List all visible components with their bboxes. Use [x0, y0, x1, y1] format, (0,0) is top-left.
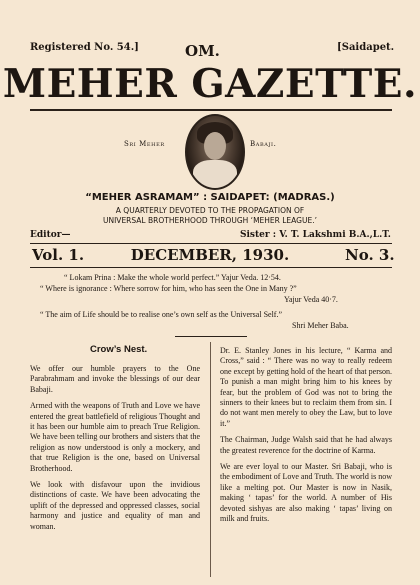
section-divider	[175, 336, 247, 337]
left-paragraph: We look with disfavour upon the invidious distinctions of caste. We have been advocating the uplift of the depressed and oppressed classes, social harmony and justice and equality of man and woman.	[30, 480, 200, 531]
issue-rule-top	[30, 243, 392, 244]
newspaper-title: MEHER GAZETTE.	[2, 61, 418, 107]
article-right-column	[220, 346, 392, 531]
editor-label: Editor—	[30, 230, 71, 240]
om-heading: OM.	[185, 42, 220, 60]
quote-3-source: Shri Meher Baba.	[292, 321, 349, 330]
meher-baba-portrait	[185, 114, 245, 190]
issue-rule-bottom	[30, 267, 392, 268]
editor-name: Sister : V. T. Lakshmi B.A.,L.T.	[240, 230, 391, 240]
quote-1: “ Lokam Prina : Make the whole world perfect.” Yajur Veda. 12·54.	[64, 273, 281, 282]
issue-date: DECEMBER, 1930.	[130, 246, 290, 264]
asram-name: “MEHER ASRAMAM” : SAIDAPET: (MADRAS.)	[85, 192, 335, 203]
quote-2-source: Yajur Veda 40·7.	[284, 295, 338, 304]
right-paragraph: Dr. E. Stanley Jones in his lecture, “ Karma and Cross,” said : “ There was no way to really redeem one except by getting hold of the heart of that person. To punish a man might bring him to his knees by fear, but the problem of God was not to bring the sinners to their knees but to reclaim them from sin. I do not want men merely to obey the Law, but to love it.”	[220, 346, 392, 428]
masthead-rule	[30, 109, 392, 111]
volume-number: Vol. 1.	[32, 246, 85, 264]
article-heading: Crow’s Nest.	[90, 344, 148, 355]
quote-3: “ The aim of Life should be to realise one’s own self as the Universal Self.”	[40, 310, 283, 319]
quote-2: “ Where is ignorance : Where sorrow for him, who has seen the One in Many ?”	[40, 284, 297, 293]
portrait-caption-left: Sri Meher	[124, 140, 165, 148]
right-paragraph: We are ever loyal to our Master. Sri Babaji, who is the embodiment of Love and Truth. The world is now like a melting pot. Our Master is now in Nasik, making ‘ tapas’ for the world. A number of His devoted sishyas are also making ‘ tapas’ living on milk and fruits.	[220, 462, 392, 524]
issue-number: No. 3.	[345, 246, 395, 264]
quarterly-line-2: UNIVERSAL BROTHERHOOD THROUGH ‘MEHER LEAGUE.’	[103, 216, 317, 225]
column-divider	[210, 342, 211, 577]
right-paragraph: The Chairman, Judge Walsh said that he had always the greatest reverence for the doctrine of Karma.	[220, 435, 392, 455]
left-paragraph: We offer our humble prayers to the One Parabrahmam and invoke the blessings of our dear Babaji.	[30, 364, 200, 394]
left-paragraph: Armed with the weapons of Truth and Love we have entered the great battlefield of religious Thought and it has been our humble aim to preach True Religion. We have been telling our brothers and sisters that the religion as now understood is only a mockery, and that true Religion is the one, based on Universal Brotherhood.	[30, 401, 200, 473]
article-left-column	[30, 364, 200, 538]
registered-number: Registered No. 54.]	[30, 42, 139, 53]
place-label: [Saidapet.	[337, 42, 395, 53]
quarterly-line-1: A QUARTERLY DEVOTED TO THE PROPAGATION OF	[115, 206, 305, 215]
portrait-caption-right: Babaji.	[250, 140, 277, 148]
